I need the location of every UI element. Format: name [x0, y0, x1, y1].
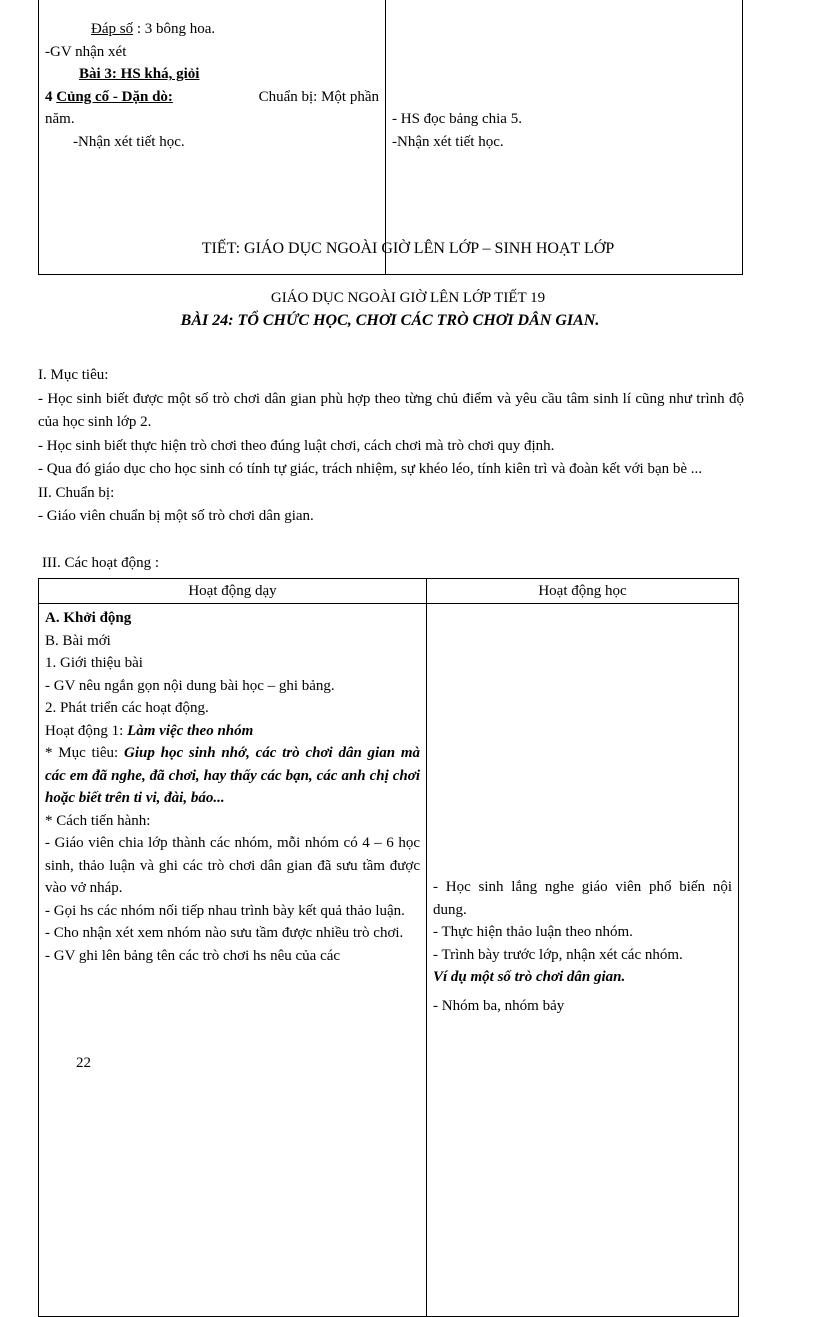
teach-method: * Cách tiến hành: — [45, 812, 151, 829]
learn-5: - Nhóm ba, nhóm bảy — [433, 997, 565, 1014]
prep-heading-text: II. Chuẩn bị: — [38, 484, 115, 501]
section-title: TIẾT: GIÁO DỤC NGOÀI GIỜ LÊN LỚP – SINH HOẠT LỚP — [201, 240, 615, 257]
teach-hd1 — [45, 720, 420, 743]
objective-2: - Học sinh biết thực hiện trò chơi theo đúng luật chơi, cách chơi mà trò chơi quy định. — [38, 437, 555, 454]
doc-bang: - HS đọc bảng chia 5. — [392, 111, 522, 127]
prep-heading — [38, 482, 744, 506]
goal-label: * Mục tiêu: — [45, 745, 119, 761]
objective-1: - Học sinh biết được một số trò chơi dân gian phù hợp theo từng chủ điểm và yêu cầu tâm sinh lí cũng như trình độ của học sinh lớp 2. — [38, 390, 744, 430]
objectives-section — [38, 364, 744, 529]
cungco-text: Chuẩn bị: Một phần — [258, 88, 379, 105]
cungco-text2: năm. — [45, 111, 75, 127]
teach-goal — [45, 742, 420, 810]
teach-m3: - Cho nhận xét xem nhóm nào sưu tầm được nhiều trò chơi. — [45, 925, 404, 941]
cungco-line — [45, 86, 379, 109]
learn-4: Ví dụ một số trò chơi dân gian. — [433, 969, 626, 985]
teach-m4: - GV ghi lên bảng tên các trò chơi hs nêu của các — [45, 947, 341, 964]
activities-body-row — [39, 604, 739, 1317]
col-learn-header: Hoạt động học — [427, 579, 739, 604]
prep-1: - Giáo viên chuẩn bị một số trò chơi dân gian. — [38, 508, 314, 524]
lesson-title: BÀI 24: TỔ CHỨC HỌC, CHƠI CÁC TRÒ CHƠI DÂN GIAN. — [180, 312, 600, 329]
top-continuation-table — [38, 0, 743, 275]
objective-3: - Qua đó giáo dục cho học sinh có tính tự giác, trách nhiệm, sự khéo léo, tính kiên trì và đoàn kết với bạn bè ... — [38, 461, 703, 477]
top-left-cell — [39, 0, 386, 275]
goal-text: Giup học sinh nhớ, các trò chơi dân gian mà các em đã nghe, đã chơi, hay thấy các bạn, các anh chị chơi hoặc biết trên ti vi, đài, báo... — [45, 745, 421, 806]
activities-heading: III. Các hoạt động : — [42, 555, 160, 571]
page-number: 22 — [76, 1055, 91, 1071]
activities-table — [38, 578, 739, 1317]
answer-label: Đáp số — [91, 21, 134, 37]
answer-value: : 3 bông hoa. — [136, 21, 216, 37]
nhanxet-right: -Nhận xét tiết học. — [392, 133, 504, 150]
teach-develop: 2. Phát triển các hoạt động. — [45, 700, 209, 716]
bai3-label: Bài 3: HS khá, giỏi — [79, 66, 200, 82]
answer-line — [45, 18, 379, 41]
col-teach-header: Hoạt động dạy — [39, 579, 427, 604]
learn-2: - Thực hiện thảo luận theo nhóm. — [433, 924, 633, 940]
learn-3: - Trình bày trước lớp, nhận xét các nhóm. — [433, 946, 683, 963]
nhanxet-left: -Nhận xét tiết học. — [73, 133, 185, 150]
hd1-title: Làm việc theo nhóm — [127, 722, 254, 739]
section-subtitle: GIÁO DỤC NGOÀI GIỜ LÊN LỚP TIẾT 19 — [270, 290, 546, 306]
learn-1: - Học sinh lắng nghe giáo viên phổ biến nội dung. — [433, 879, 732, 918]
learn-cell — [427, 604, 739, 1317]
activities-header-row — [39, 579, 739, 604]
teach-intro: 1. Giới thiệu bài — [45, 655, 143, 671]
teach-a: A. Khởi động — [45, 610, 132, 626]
objectives-heading: I. Mục tiêu: — [38, 367, 109, 383]
teach-cell — [39, 604, 427, 1317]
teach-b: B. Bài mới — [45, 632, 111, 649]
gv-comment: -GV nhận xét — [45, 43, 127, 60]
teach-intro-text: - GV nêu ngắn gọn nội dung bài học – ghi bảng. — [45, 677, 335, 694]
top-right-cell — [386, 0, 743, 275]
hd1-label: Hoạt động 1: — [45, 722, 124, 739]
cungco-label: Củng cố - Dặn dò: — [56, 88, 173, 105]
teach-m1: - Giáo viên chia lớp thành các nhóm, mỗi nhóm có 4 – 6 học sinh, thảo luận và ghi các trò chơi dân gian đã sưu tầm được vào vở nháp. — [45, 835, 420, 896]
cungco-number: 4 — [45, 88, 53, 105]
teach-m2: - Gọi hs các nhóm nối tiếp nhau trình bày kết quả thảo luận. — [45, 902, 405, 919]
